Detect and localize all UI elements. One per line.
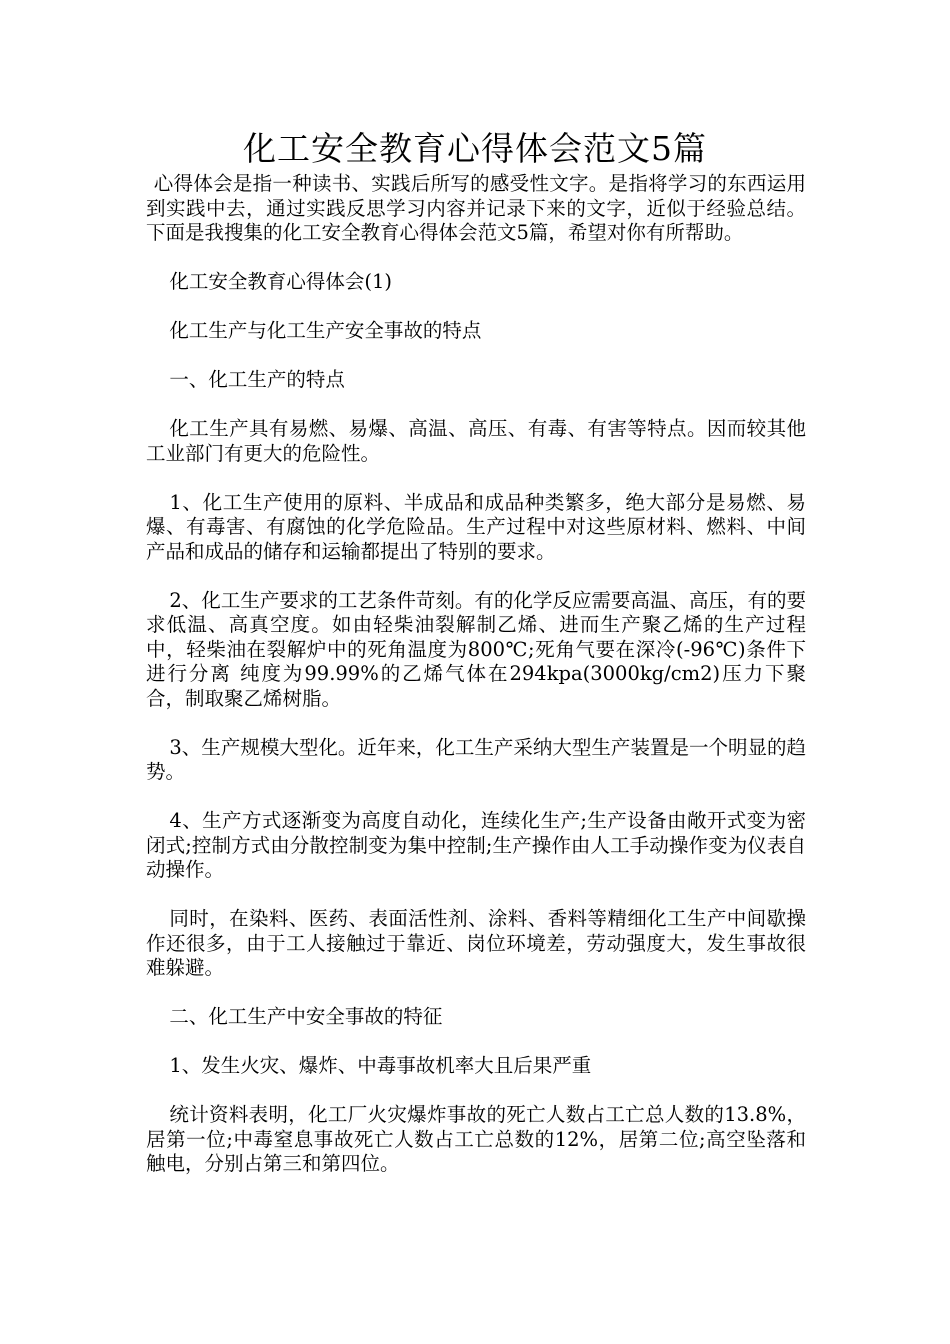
paragraph: 同时，在染料、医药、表面活性剂、涂料、香料等精细化工生产中间歇操作还很多，由于工人接触过于靠近、岗位环境差，劳动强度大，发生事故很难躲避。 xyxy=(146,907,806,979)
document-body xyxy=(146,172,806,1177)
heading-accident-features: 二、化工生产中安全事故的特征 xyxy=(169,1005,443,1028)
intro-paragraph: 心得体会是指一种读书、实践后所写的感受性文字。是指将学习的东西运用到实践中去，通过实践反思学习内容并记录下来的文字，近似于经验总结。下面是我搜集的化工安全教育心得体会范文5篇，希望对你有所帮助。 xyxy=(146,172,806,244)
heading-characteristics: 化工生产与化工生产安全事故的特点 xyxy=(169,319,482,342)
paragraph: 化工生产具有易燃、易爆、高温、高压、有毒、有害等特点。因而较其他工业部门有更大的危险性。 xyxy=(146,417,806,465)
paragraph: 1、化工生产使用的原料、半成品和成品种类繁多，绝大部分是易燃、易爆、有毒害、有腐蚀的化学危险品。生产过程中对这些原材料、燃料、中间产品和成品的储存和运输都提出了特别的要求。 xyxy=(146,490,806,563)
paragraph: 2、化工生产要求的工艺条件苛刻。有的化学反应需要高温、高压，有的要求低温、高真空度。如由轻柴油裂解制乙烯、进而生产聚乙烯的生产过程中，轻柴油在裂解炉中的死角温度为800℃;死角气要在深冷(-96℃)条件下进行分离 纯度为99.99%的乙烯气体在294kpa(3000kg/cm2)压力下聚合，制取聚乙烯树脂。 xyxy=(146,588,806,710)
section-title-1: 化工安全教育心得体会(1) xyxy=(169,270,393,293)
document-title: 化工安全教育心得体会范文5篇 xyxy=(243,129,707,168)
paragraph: 统计资料表明，化工厂火灾爆炸事故的死亡人数占工亡总人数的13.8%，居第一位;中毒窒息事故死亡人数占工亡总数的12%，居第二位;高空坠落和触电，分别占第三和第四位。 xyxy=(146,1103,806,1175)
paragraph: 4、生产方式逐渐变为高度自动化，连续化生产;生产设备由敞开式变为密闭式;控制方式由分散控制变为集中控制;生产操作由人工手动操作变为仪表自动操作。 xyxy=(146,809,806,881)
paragraph: 3、生产规模大型化。近年来，化工生产采纳大型生产装置是一个明显的趋势。 xyxy=(146,735,806,783)
paragraph: 1、发生火灾、爆炸、中毒事故机率大且后果严重 xyxy=(169,1054,592,1077)
heading-production-features: 一、化工生产的特点 xyxy=(169,368,345,391)
